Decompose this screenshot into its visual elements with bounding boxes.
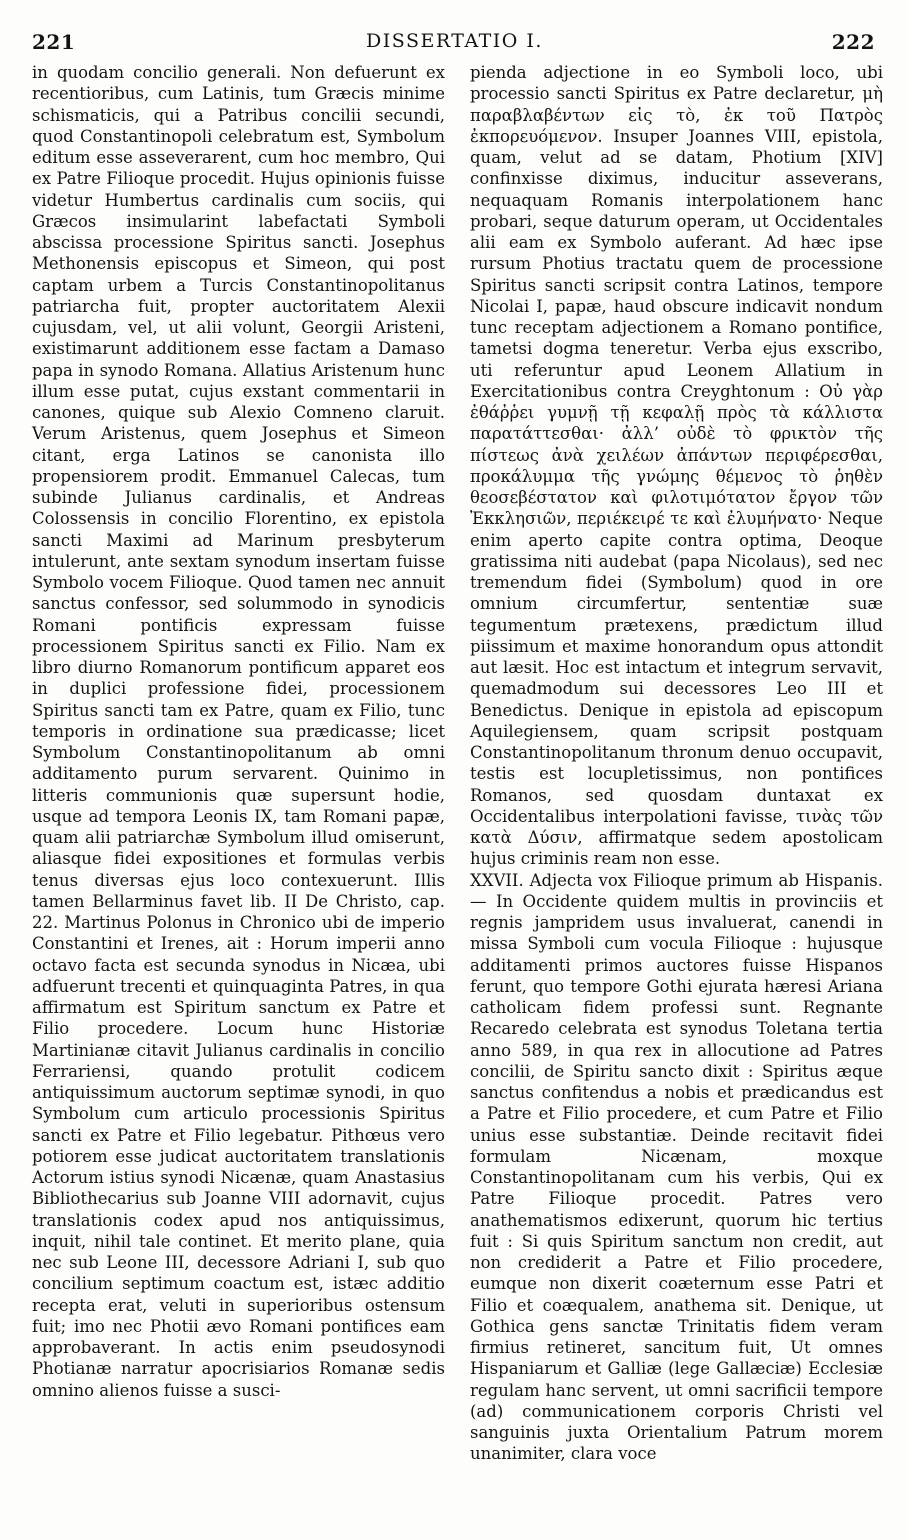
running-header bbox=[0, 22, 909, 52]
right-paragraph: pienda adjectione in eo Symboli loco, ubi processio sancti Spiritus ex Patre declaretur, μὴ παραβλαβέντων εἰς τὸ, ἐκ τοῦ Πατρὸς ἐκπορευόμενον. Insuper Joannes VIII, epistola, quam, velut ad se datam, Photium [XIV] confinxisse diximus, inducitur asseverans, nequaquam Romanis interpolationem hanc probari, seque daturum operam, ut Occidentales alii eam ex Symbolo auferant. Ad hæc ipse rursum Photius tractatu quem de processione Spiritus sancti scripsit contra Latinos, tempore Nicolai I, papæ, haud obscure indicavit nondum tunc receptam adjectionem a Romano pontifice, tametsi dogma teneretur. Verba ejus exscribo, uti referuntur apud Leonem Allatium in Exercitationibus contra Creyghtonum : Οὐ γὰρ ἐθάῤῥει γυμνῇ τῇ κεφαλῇ πρὸς τὰ κάλλιστα παρατάττεσθαι· ἀλλ’ οὐδὲ τὸ φρικτὸν τῆς πίστεως ἀνὰ χειλέων ἀπάντων περιφέρεσθαι, προκάλυμμα τῆς γνώμης θέμενος τὸ ῥηθὲν θεοσεβέστατον καὶ φιλοτιμότατον ἔργον τῶν Ἐκκλησιῶν, περιέκειρέ τε καὶ ἐλυμήνατο· Neque enim aperto capite contra optima, Deoque gratissima niti audebat (papa Nicolaus), sed nec tremendum fidei (Symbolum) quod in ore omnium circumfertur, sententiæ suæ tegumentum prætexens, prædictum illud piissimum et maxime honorandum opus attondit aut læsit. Hoc est intactum et integrum servavit, quemadmodum sui decessores Leo III et Benedictus. Denique in epistola ad episcopum Aquilegiensem, quam scripsit postquam Constantinopolitanum thronum denuo occupavit, testis est locupletissimus, non pontifices Romanos, sed quosdam duntaxat ex Occidentalibus interpolationi favisse, τινὰς τῶν κατὰ Δύσιν, affirmatque sedem apostolicam hujus criminis ream non esse. bbox=[470, 63, 883, 869]
section-xxvii-paragraph: XXVII. Adjecta vox Filioque primum ab Hispanis. — In Occidente quidem multis in provinciis et regnis jampridem usus invaluerat, canendi in missa Symboli cum vocula Filioque : hujusque additamenti primos auctores fuisse Hispanos ferunt, quo tempore Gothi ejurata hæresi Ariana catholicam fidem professi sunt. Regnante Recaredo celebrata est synodus Toletana tertia anno 589, in qua rex in allocutione ad Patres concilii, de Spiritu sancto dixit : Spiritus æque sanctus confitendus a nobis et prædicandus est a Patre et Filio procedere, et cum Patre et Filio unius esse substantiæ. Deinde recitavit fidei formulam Nicænam, moxque Constantinopolitanam cum his verbis, Qui ex Patre Filioque procedit. Patres vero anathematismos edixerunt, quorum hic tertius fuit : Si quis Spiritum sanctum non credit, aut non crediderit a Patre et Filio procedere, eumque non dixerit coæternum esse Patri et Filio et coæqualem, anathema sit. Denique, ut Gothica gens sanctæ Trinitatis fidem veram firmius retineret, sancitum fuit, Ut omnes Hispaniarum et Galliæ (lege Gallæciæ) Ecclesiæ regulam hanc servent, ut omni sacrificii tempore (ad) communicationem corporis Christi vel sanguinis juxta Orientalium Patrum morem unanimiter, clara voce bbox=[470, 870, 883, 1464]
running-title: DISSERTATIO I. bbox=[366, 30, 543, 52]
page-number-left: 221 bbox=[32, 30, 76, 54]
left-column bbox=[32, 62, 445, 1401]
right-column bbox=[470, 62, 883, 1465]
left-paragraph: in quodam concilio generali. Non defuerunt ex recentioribus, cum Latinis, tum Græcis minime schismaticis, qui a Patribus concilii secundi, quod Constantinopoli celebratum est, Symbolum editum esse asseverarent, cum hoc membro, Qui ex Patre Filioque procedit. Hujus opinionis fuisse videtur Humbertus cardinalis cum sociis, qui Græcos insimularint labefactati Symboli abscissa processione Spiritus sancti. Josephus Methonensis episcopus et Simeon, qui post captam urbem a Turcis Constantinopolitanus patriarcha fuit, propter auctoritatem Alexii cujusdam, vel, ut alii volunt, Georgii Aristeni, existimarunt additionem esse factam a Damaso papa in synodo Romana. Allatius Aristenum hunc illum esse putat, cujus exstant commentarii in canones, quique sub Alexio Comneno claruit. Verum Aristenus, quem Josephus et Simeon citant, erga Latinos se canonista illo propensiorem prodit. Emmanuel Calecas, tum subinde Julianus cardinalis, et Andreas Colossensis in concilio Florentino, ex epistola sancti Maximi ad Marinum presbyterum intulerunt, ante sextam synodum insertam fuisse Symbolo vocem Filioque. Quod tamen nec annuit sanctus confessor, sed solummodo in synodicis Romani pontificis expressam fuisse processionem Spiritus sancti ex Filio. Nam ex libro diurno Romanorum pontificum apparet eos in duplici professione fidei, processionem Spiritus sancti tam ex Patre, quam ex Filio, tunc temporis in ordinatione sua prædicasse; licet Symbolum Constantinopolitanum ab omni additamento purum servarent. Quinimo in litteris communionis quæ supersunt hodie, usque ad tempora Leonis IX, tam Romani papæ, quam alii patriarchæ Symbolum illud omiserunt, aliasque fidei expositiones et formulas verbis tenus diversas ejus loco contexuerunt. Illis tamen Bellarminus favet lib. II De Christo, cap. 22. Martinus Polonus in Chronico ubi de imperio Constantini et Irenes, ait : Horum imperii anno octavo facta est secunda synodus in Nicæa, ubi adfuerunt trecenti et quinquaginta Patres, in qua affirmatum est Spiritum sanctum ex Patre et Filio procedere. Locum hunc Historiæ Martinianæ citavit Julianus cardinalis in concilio Ferrariensi, quando protulit codicem antiquissimum auctorum septimæ synodi, in quo Symbolum cum articulo processionis Spiritus sancti ex Patre et Filio legebatur. Pithœus vero potiorem esse judicat auctoritatem translationis Actorum istius synodi Nicænæ, quam Anastasius Bibliothecarius sub Joanne VIII adornavit, cujus translationis codex apud nos antiquissimus, inquit, nihil tale continet. Et merito plane, quia nec sub Leone III, decessore Adriani I, sub quo concilium septimum coactum est, istæc additio recepta erat, veluti in superioribus ostensum fuit; imo nec Photii ævo Romani pontifices eam approbaverant. In actis enim pseudosynodi Photianæ narratur apocrisiarios Romanæ sedis omnino alienos fuisse a susci- bbox=[32, 63, 445, 1400]
page-number-right: 222 bbox=[831, 30, 875, 54]
